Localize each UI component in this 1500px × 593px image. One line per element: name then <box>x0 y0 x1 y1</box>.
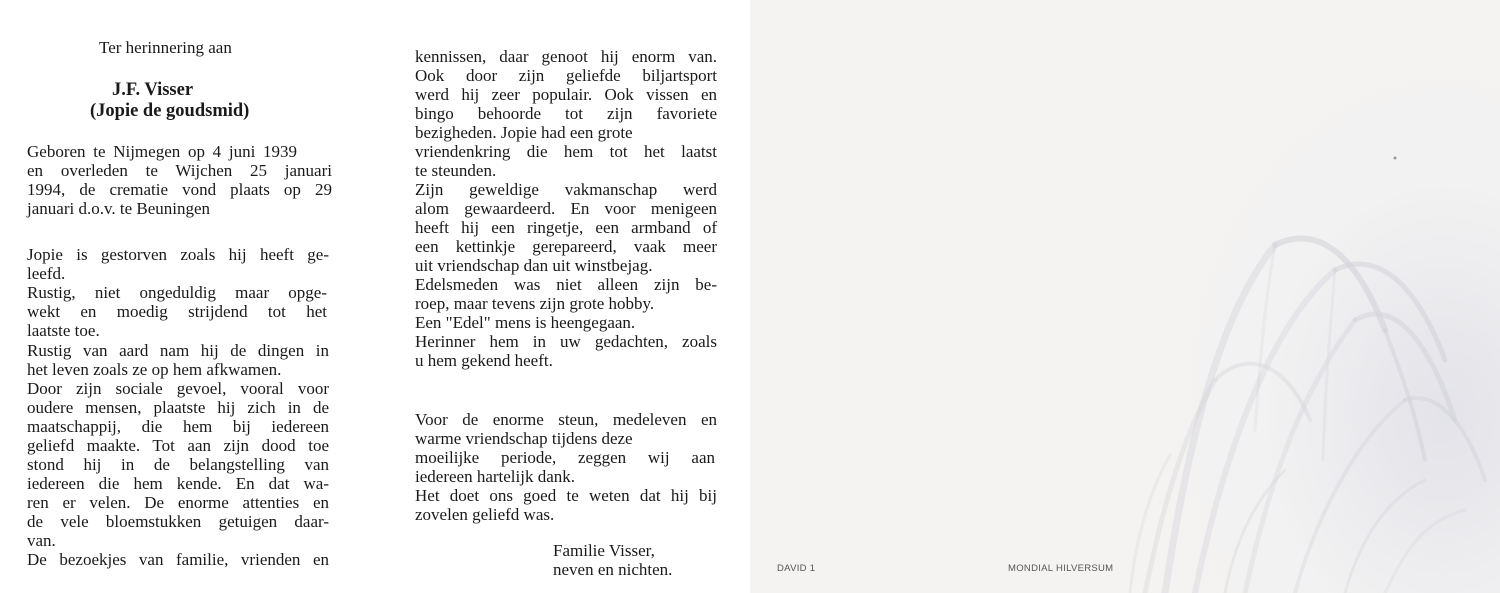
text-line: maatschappij, die hem bij iedereen <box>27 417 329 436</box>
thanks-line: moeilijke periode, zeggen wij aan <box>415 448 715 467</box>
text-line: uit vriendschap dan uit winstbejag. <box>415 256 653 275</box>
printer-name: MONDIAL HILVERSUM <box>1008 563 1114 574</box>
birth-line: 1994, de crematie vond plaats op 29 <box>27 180 332 199</box>
text-line: werd hij zeer populair. Ook vissen en <box>415 85 717 104</box>
thanks-line: iedereen hartelijk dank. <box>415 467 576 486</box>
grass-illustration <box>1125 0 1500 593</box>
deceased-nickname: (Jopie de goudsmid) <box>90 101 250 121</box>
text-line: oudere mensen, plaatste hij zich in de <box>27 398 329 417</box>
birth-line: januari d.o.v. te Beuningen <box>27 199 211 218</box>
text-line: leefd. <box>27 264 66 283</box>
birth-line: en overleden te Wijchen 25 januari <box>27 161 332 180</box>
text-line: Rustig van aard nam hij de dingen in <box>27 341 329 360</box>
speck-dot <box>1394 157 1397 160</box>
text-line: bingo behoorde tot zijn favoriete <box>415 104 717 123</box>
text-line: ren er velen. De enorme attenties en <box>27 493 329 512</box>
text-line: u hem gekend heeft. <box>415 351 553 370</box>
design-code: DAVID 1 <box>777 563 816 574</box>
text-line: de vele bloemstukken getuigen daar- <box>27 512 329 531</box>
signature-line: neven en nichten. <box>553 560 673 579</box>
thanks-line: warme vriendschap tijdens deze <box>415 429 633 448</box>
text-line: bezigheden. Jopie had een grote <box>415 123 633 142</box>
thanks-line: Het doet ons goed te weten dat hij bij <box>415 486 717 505</box>
right-page <box>750 0 1500 593</box>
text-line: roep, maar tevens zijn grote hobby. <box>415 294 655 313</box>
thanks-line: Voor de enorme steun, medeleven en <box>415 410 717 429</box>
text-line: een kettinkje gerepareerd, vaak meer <box>415 237 717 256</box>
text-line: stond hij in de belangstelling van <box>27 455 329 474</box>
thanks-line: zovelen geliefd was. <box>415 505 555 524</box>
text-line: Rustig, niet ongeduldig maar opge- <box>27 283 327 302</box>
birth-line: Geboren te Nijmegen op 4 juni 1939 <box>27 142 297 161</box>
text-line: Jopie is gestorven zoals hij heeft ge- <box>27 245 329 264</box>
header-text: Ter herinnering aan <box>99 38 232 57</box>
deceased-name: J.F. Visser <box>112 80 194 100</box>
text-line: Ook door zijn geliefde biljartsport <box>415 66 717 85</box>
text-line: Edelsmeden was niet alleen zijn be- <box>415 275 717 294</box>
text-line: van. <box>27 531 56 550</box>
text-line: wekt en moedig strijdend tot het <box>27 302 327 321</box>
text-line: kennissen, daar genoot hij enorm van. <box>415 47 717 66</box>
text-line: Herinner hem in uw gedachten, zoals <box>415 332 717 351</box>
text-line: laatste toe. <box>27 321 100 340</box>
text-line: alom gewaardeerd. En voor menigeen <box>415 199 717 218</box>
text-line: het leven zoals ze op hem afkwamen. <box>27 360 282 379</box>
signature-line: Familie Visser, <box>553 541 655 560</box>
text-line: Zijn geweldige vakmanschap werd <box>415 180 717 199</box>
text-line: te steunden. <box>415 161 497 180</box>
text-line: Door zijn sociale gevoel, vooral voor <box>27 379 329 398</box>
text-line: iedereen die hem kende. En dat wa- <box>27 474 329 493</box>
text-line: heeft hij een ringetje, een armband of <box>415 218 717 237</box>
text-line: De bezoekjes van familie, vrienden en <box>27 550 329 569</box>
text-line: Een "Edel" mens is heengegaan. <box>415 313 636 332</box>
text-line: geliefd maakte. Tot aan zijn dood toe <box>27 436 329 455</box>
text-line: vriendenkring die hem tot het laatst <box>415 142 717 161</box>
